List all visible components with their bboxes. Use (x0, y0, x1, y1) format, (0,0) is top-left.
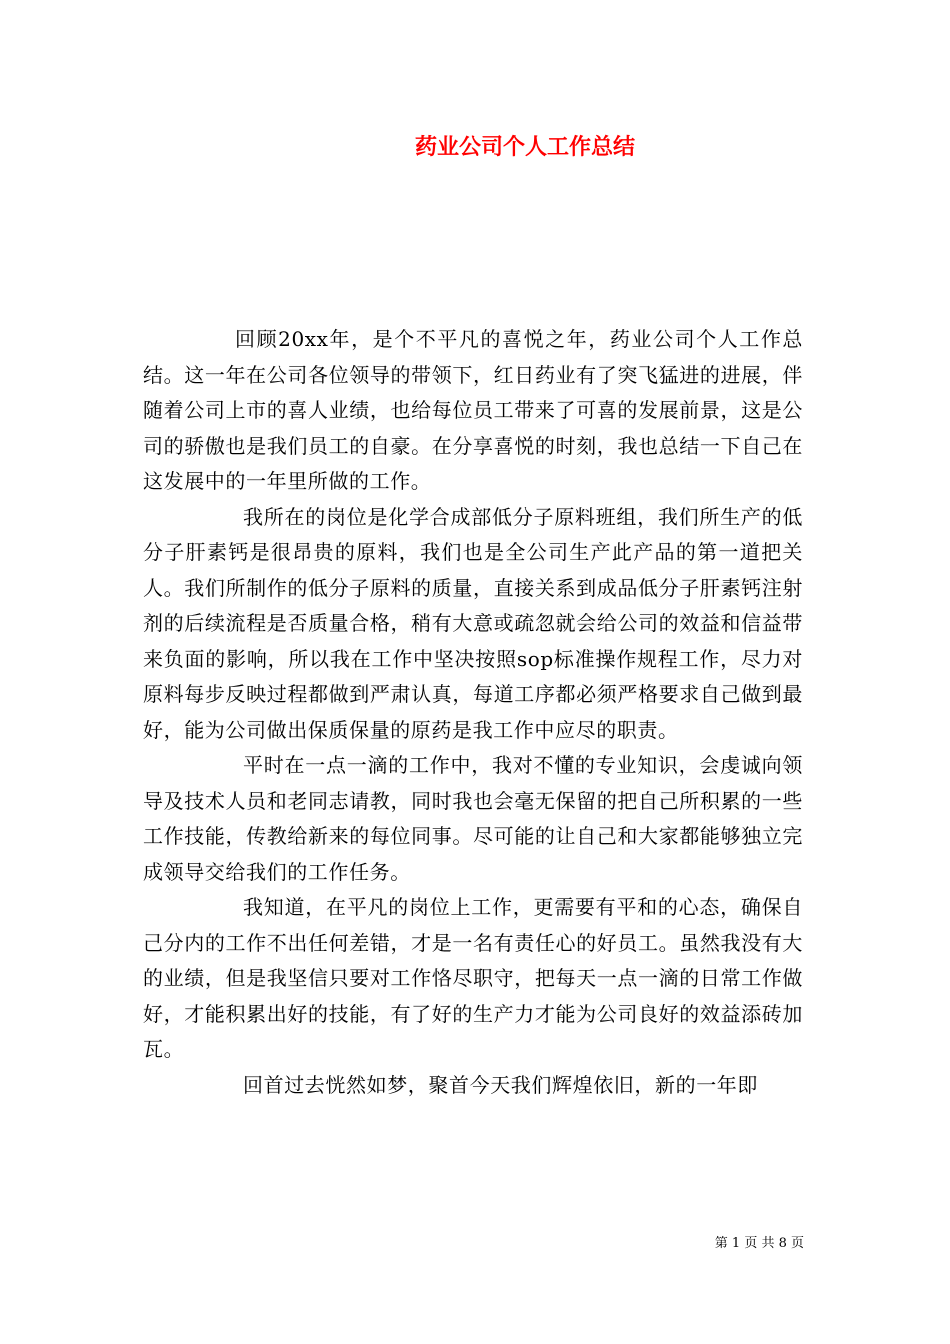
paragraph-5: 回首过去恍然如梦，聚首今天我们辉煌依旧，新的一年即 (243, 1072, 758, 1097)
document-title: 药业公司个人工作总结 (414, 135, 635, 160)
paragraph-2: 我所在的岗位是化学合成部低分子原料班组，我们所生产的低分子肝素钙是很昂贵的原料，我们也是全公司生产此产品的第一道把关人。我们所制作的低分子原料的质量，直接关系到成品低分子肝素钙注射剂的后续流程是否质量合格，稍有大意或疏忽就会给公司的效益和信益带来负面的影响，所以我在工作中坚决按照sop标准操作规程工作，尽力对原料每步反映过程都做到严肃认真，每道工序都必须严格要求自己做到最好，能为公司做出保质保量的原药是我工作中应尽的职责。 (143, 504, 803, 742)
page-number-footer: 第 1 页 共 8 页 (714, 1236, 804, 1251)
paragraph-1: 回顾20xx年，是个不平凡的喜悦之年，药业公司个人工作总结。这一年在公司各位领导的带领下，红日药业有了突飞猛进的进展，伴随着公司上市的喜人业绩，也给每位员工带来了可喜的发展前景，这是公司的骄傲也是我们员工的自豪。在分享喜悦的时刻，我也总结一下自己在这发展中的一年里所做的工作。 (143, 327, 803, 493)
paragraph-3: 平时在一点一滴的工作中，我对不懂的专业知识，会虔诚向领导及技术人员和老同志请教，同时我也会毫无保留的把自己所积累的一些工作技能，传教给新来的每位同事。尽可能的让自己和大家都能够独立完成领导交给我们的工作任务。 (143, 753, 803, 884)
document-body (143, 322, 803, 1103)
paragraph-4: 我知道，在平凡的岗位上工作，更需要有平和的心态，确保自己分内的工作不出任何差错，才是一名有责任心的好员工。虽然我没有大的业绩，但是我坚信只要对工作恪尽职守，把每天一点一滴的日常工作做好，才能积累出好的技能，有了好的生产力才能为公司良好的效益添砖加瓦。 (143, 895, 803, 1061)
